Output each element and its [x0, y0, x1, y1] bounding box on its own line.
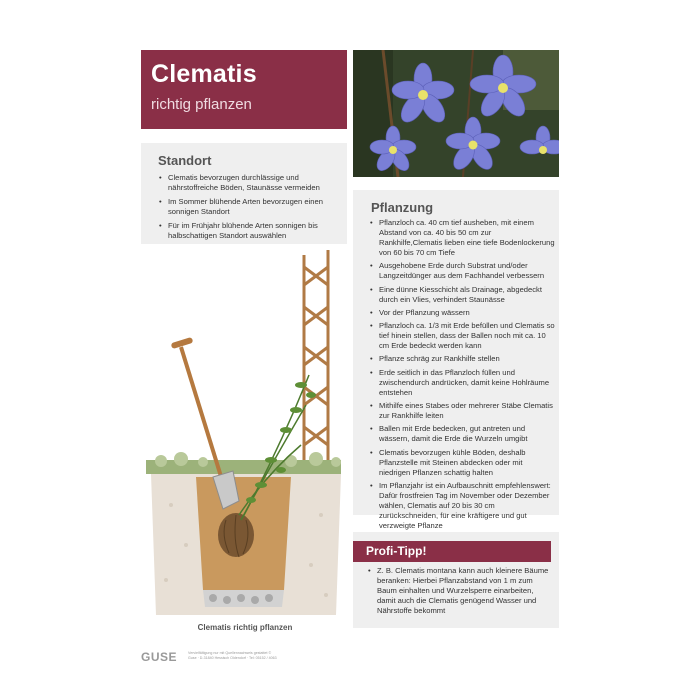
standort-heading: Standort — [158, 153, 212, 168]
page-subtitle: richtig pflanzen — [151, 96, 252, 113]
standort-section — [141, 143, 347, 244]
pflanzung-section — [353, 190, 559, 530]
trellis-icon — [304, 250, 328, 485]
list-item: • Im Sommer blühende Arten bevorzugen einen sonnigen Standort — [158, 197, 340, 217]
title-banner — [141, 50, 347, 129]
list-item: • Eine dünne Kiesschicht als Drainage, abgedeckt durch ein Vlies, verhindert Staunässe — [369, 285, 555, 305]
standort-list — [158, 173, 340, 245]
list-item: • Vor der Pflanzung wässern — [369, 308, 555, 318]
profi-tipp-banner — [353, 541, 551, 562]
page-title: Clematis — [151, 60, 257, 88]
pflanzung-heading: Pflanzung — [371, 200, 434, 215]
footer-text: Vervielfältigung nur mit Quellennachweis gestattet © Guse · D-31840 Hessisch Oldendorf · Tel: 05152 / 4063 — [188, 651, 277, 660]
list-item: • Clematis bevorzugen durchlässige und nährstoffreiche Böden, Staunässe vermeiden — [158, 173, 340, 193]
list-item: • Clematis bevorzugen kühle Böden, deshalb Pflanzstelle mit Steinen abdecken oder mit niedrigen Pflanzen schattig halten — [369, 448, 555, 478]
list-item: • Ausgehobene Erde durch Substrat und/oder Langzeitdünger aus dem Fachhandel verbessern — [369, 261, 555, 281]
list-item: • Z. B. Clematis montana kann auch kleinere Bäume beranken: Hierbei Pflanzabstand von 1 m zum Baum einhalten und Wurzelsperre einarbeiten, damit auch die Clematis genügend Wasser und Nährstoffe bekommt — [367, 566, 553, 616]
list-item: • Erde seitlich in das Pflanzloch füllen und zwischendurch andrücken, damit keine Hohlräume entstehen — [369, 368, 555, 398]
list-item: • Mithilfe eines Stabes oder mehrerer Stäbe Clematis zur Rankhilfe leiten — [369, 401, 555, 421]
illustration-caption: Clematis richtig pflanzen — [197, 623, 293, 632]
list-item: • Pflanze schräg zur Rankhilfe stellen — [369, 354, 555, 364]
planting-illustration — [141, 245, 347, 620]
profi-tipp-section — [353, 532, 559, 628]
guse-logo: GUSE — [141, 650, 178, 664]
list-item: • Für im Frühjahr blühende Arten sonnigen bis halbschattigen Standort auswählen — [158, 221, 340, 241]
profi-list — [367, 566, 553, 620]
clematis-photo — [353, 50, 559, 177]
profi-tipp-heading: Profi-Tipp! — [366, 544, 427, 558]
list-item: • Pflanzloch ca. 40 cm tief ausheben, mit einem Abstand von ca. 40 bis 50 cm zur Rankhilfe,Clematis lieben eine tiefe Bodenlockerung von 60 bis 70 cm Tiefe — [369, 218, 555, 258]
pflanzung-list — [369, 218, 555, 534]
list-item: • Ballen mit Erde bedecken, gut antreten und wässern, damit die Erde die Wurzeln umgibt — [369, 424, 555, 444]
list-item: • Pflanzloch ca. 1/3 mit Erde befüllen und Clematis so tief hinein stellen, dass der Ballen noch mit ca. 10 cm Erde bedeckt werden kann — [369, 321, 555, 351]
list-item: • Im Pflanzjahr ist ein Aufbauschnitt empfehlenswert: Dafür frostfreien Tag im November oder Dezember wählen, Clematis auf 20 bis 30 cm zurückschneiden, für eine kräftigere und gut verzweigte Pflanze — [369, 481, 555, 531]
